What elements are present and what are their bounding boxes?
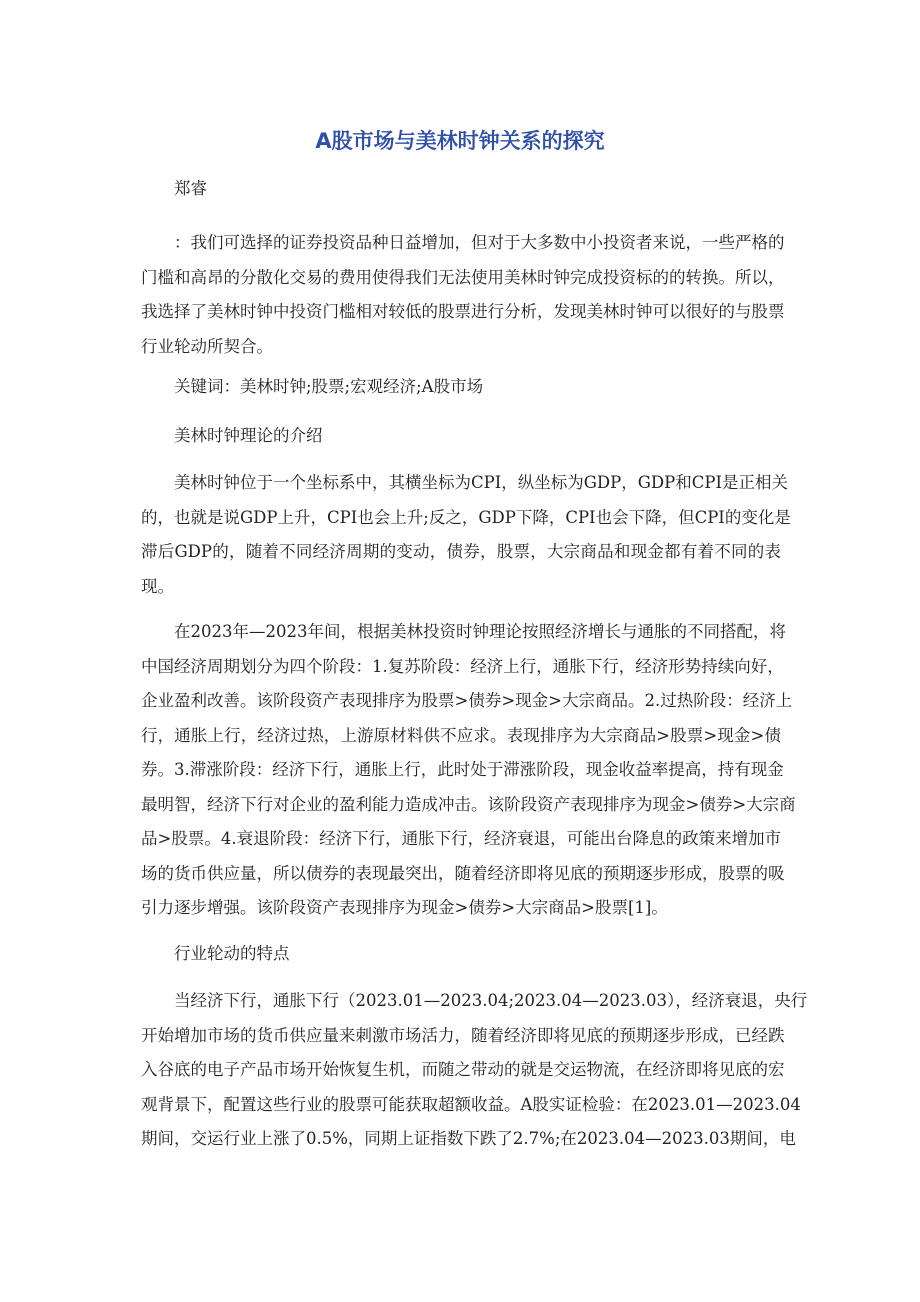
abstract: [141, 226, 785, 364]
document-title: A股市场与美林时钟关系的探究: [315, 129, 605, 153]
paragraph-line: 场的货币供应量，所以债券的表现最突出，随着经济即将见底的预期逐步形成，股票的吸: [141, 863, 785, 883]
paragraph-line: 在2023年—2023年间，根据美林投资时钟理论按照经济增长与通胀的不同搭配，将: [174, 622, 786, 641]
paragraph-line: 期间，交运行业上涨了0.5%，同期上证指数下跌了2.7%;在2023.04—2023.03期间，电: [141, 1129, 796, 1148]
keywords-text: 关键词：美林时钟;股票;宏观经济;A股市场: [174, 377, 484, 396]
paragraph-line: 最明智，经济下行对企业的盈利能力造成冲击。该阶段资产表现排序为现金>债券>大宗商: [141, 794, 796, 814]
paragraph-line: 入谷底的电子产品市场开始恢复生机，而随之带动的就是交运物流，在经济即将见底的宏: [141, 1060, 785, 1079]
paragraph-line: 美林时钟位于一个坐标系中，其横坐标为CPI，纵坐标为GDP，GDP和CPI是正相关: [174, 473, 789, 492]
paragraph: [141, 466, 791, 604]
section-heading: [141, 937, 781, 972]
paragraph-line: 开始增加市场的货币供应量来刺激市场活力，随着经济即将见底的预期逐步形成，已经跌: [141, 1025, 785, 1045]
section-heading: [141, 419, 781, 454]
paragraph-line: 券。3.滞涨阶段：经济下行，通胀上行，此时处于滞涨阶段，现金收益率提高，持有现金: [141, 760, 784, 779]
paragraph-line: 现。: [141, 576, 174, 596]
abstract-line: ：我们可选择的证券投资品种日益增加，但对于大多数中小投资者来说，一些严格的: [174, 233, 785, 252]
paragraph: [141, 984, 808, 1157]
paragraph-line: 品>股票。4.衰退阶段：经济下行，通胀下行，经济衰退，可能出台降息的政策来增加市: [141, 829, 782, 848]
paragraph-line: 引力逐步增强。该阶段资产表现排序为现金>债券>大宗商品>股票[1]。: [141, 898, 668, 917]
abstract-line: 我选择了美林时钟中投资门槛相对较低的股票进行分析，发现美林时钟可以很好的与股票: [141, 302, 785, 321]
author-name: 郑睿: [174, 179, 207, 198]
paragraph: [141, 615, 796, 926]
paragraph-line: 中国经济周期划分为四个阶段：1.复苏阶段：经济上行，通胀下行，经济形势持续向好，: [141, 656, 784, 676]
keywords: [141, 370, 781, 405]
paragraph-line: 企业盈利改善。该阶段资产表现排序为股票>债券>现金>大宗商品。2.过热阶段：经济上: [141, 691, 793, 710]
abstract-line: 门槛和高昂的分散化交易的费用使得我们无法使用美林时钟完成投资标的的转换。所以，: [141, 267, 785, 287]
paragraph-line: 观背景下，配置这些行业的股票可能获取超额收益。A股实证检验：在2023.01—2023.04: [141, 1094, 801, 1114]
author: [141, 172, 781, 207]
paragraph-line: 滞后GDP的，随着不同经济周期的变动，债券，股票，大宗商品和现金都有着不同的表: [141, 542, 781, 561]
section-heading-text: 美林时钟理论的介绍: [174, 426, 323, 445]
paragraph-line: 当经济下行，通胀下行（2023.01—2023.04;2023.04—2023.03），经济衰退，央行: [174, 991, 808, 1010]
paragraph-line: 行，通胀上行，经济过热，上游原材料供不应求。表现排序为大宗商品>股票>现金>债: [141, 725, 781, 745]
abstract-line: 行业轮动所契合。: [141, 336, 273, 356]
section-heading-text: 行业轮动的特点: [174, 944, 290, 963]
paragraph-line: 的，也就是说GDP上升，CPI也会上升;反之，GDP下降，CPI也会下降，但CPI的变化是: [141, 507, 791, 527]
